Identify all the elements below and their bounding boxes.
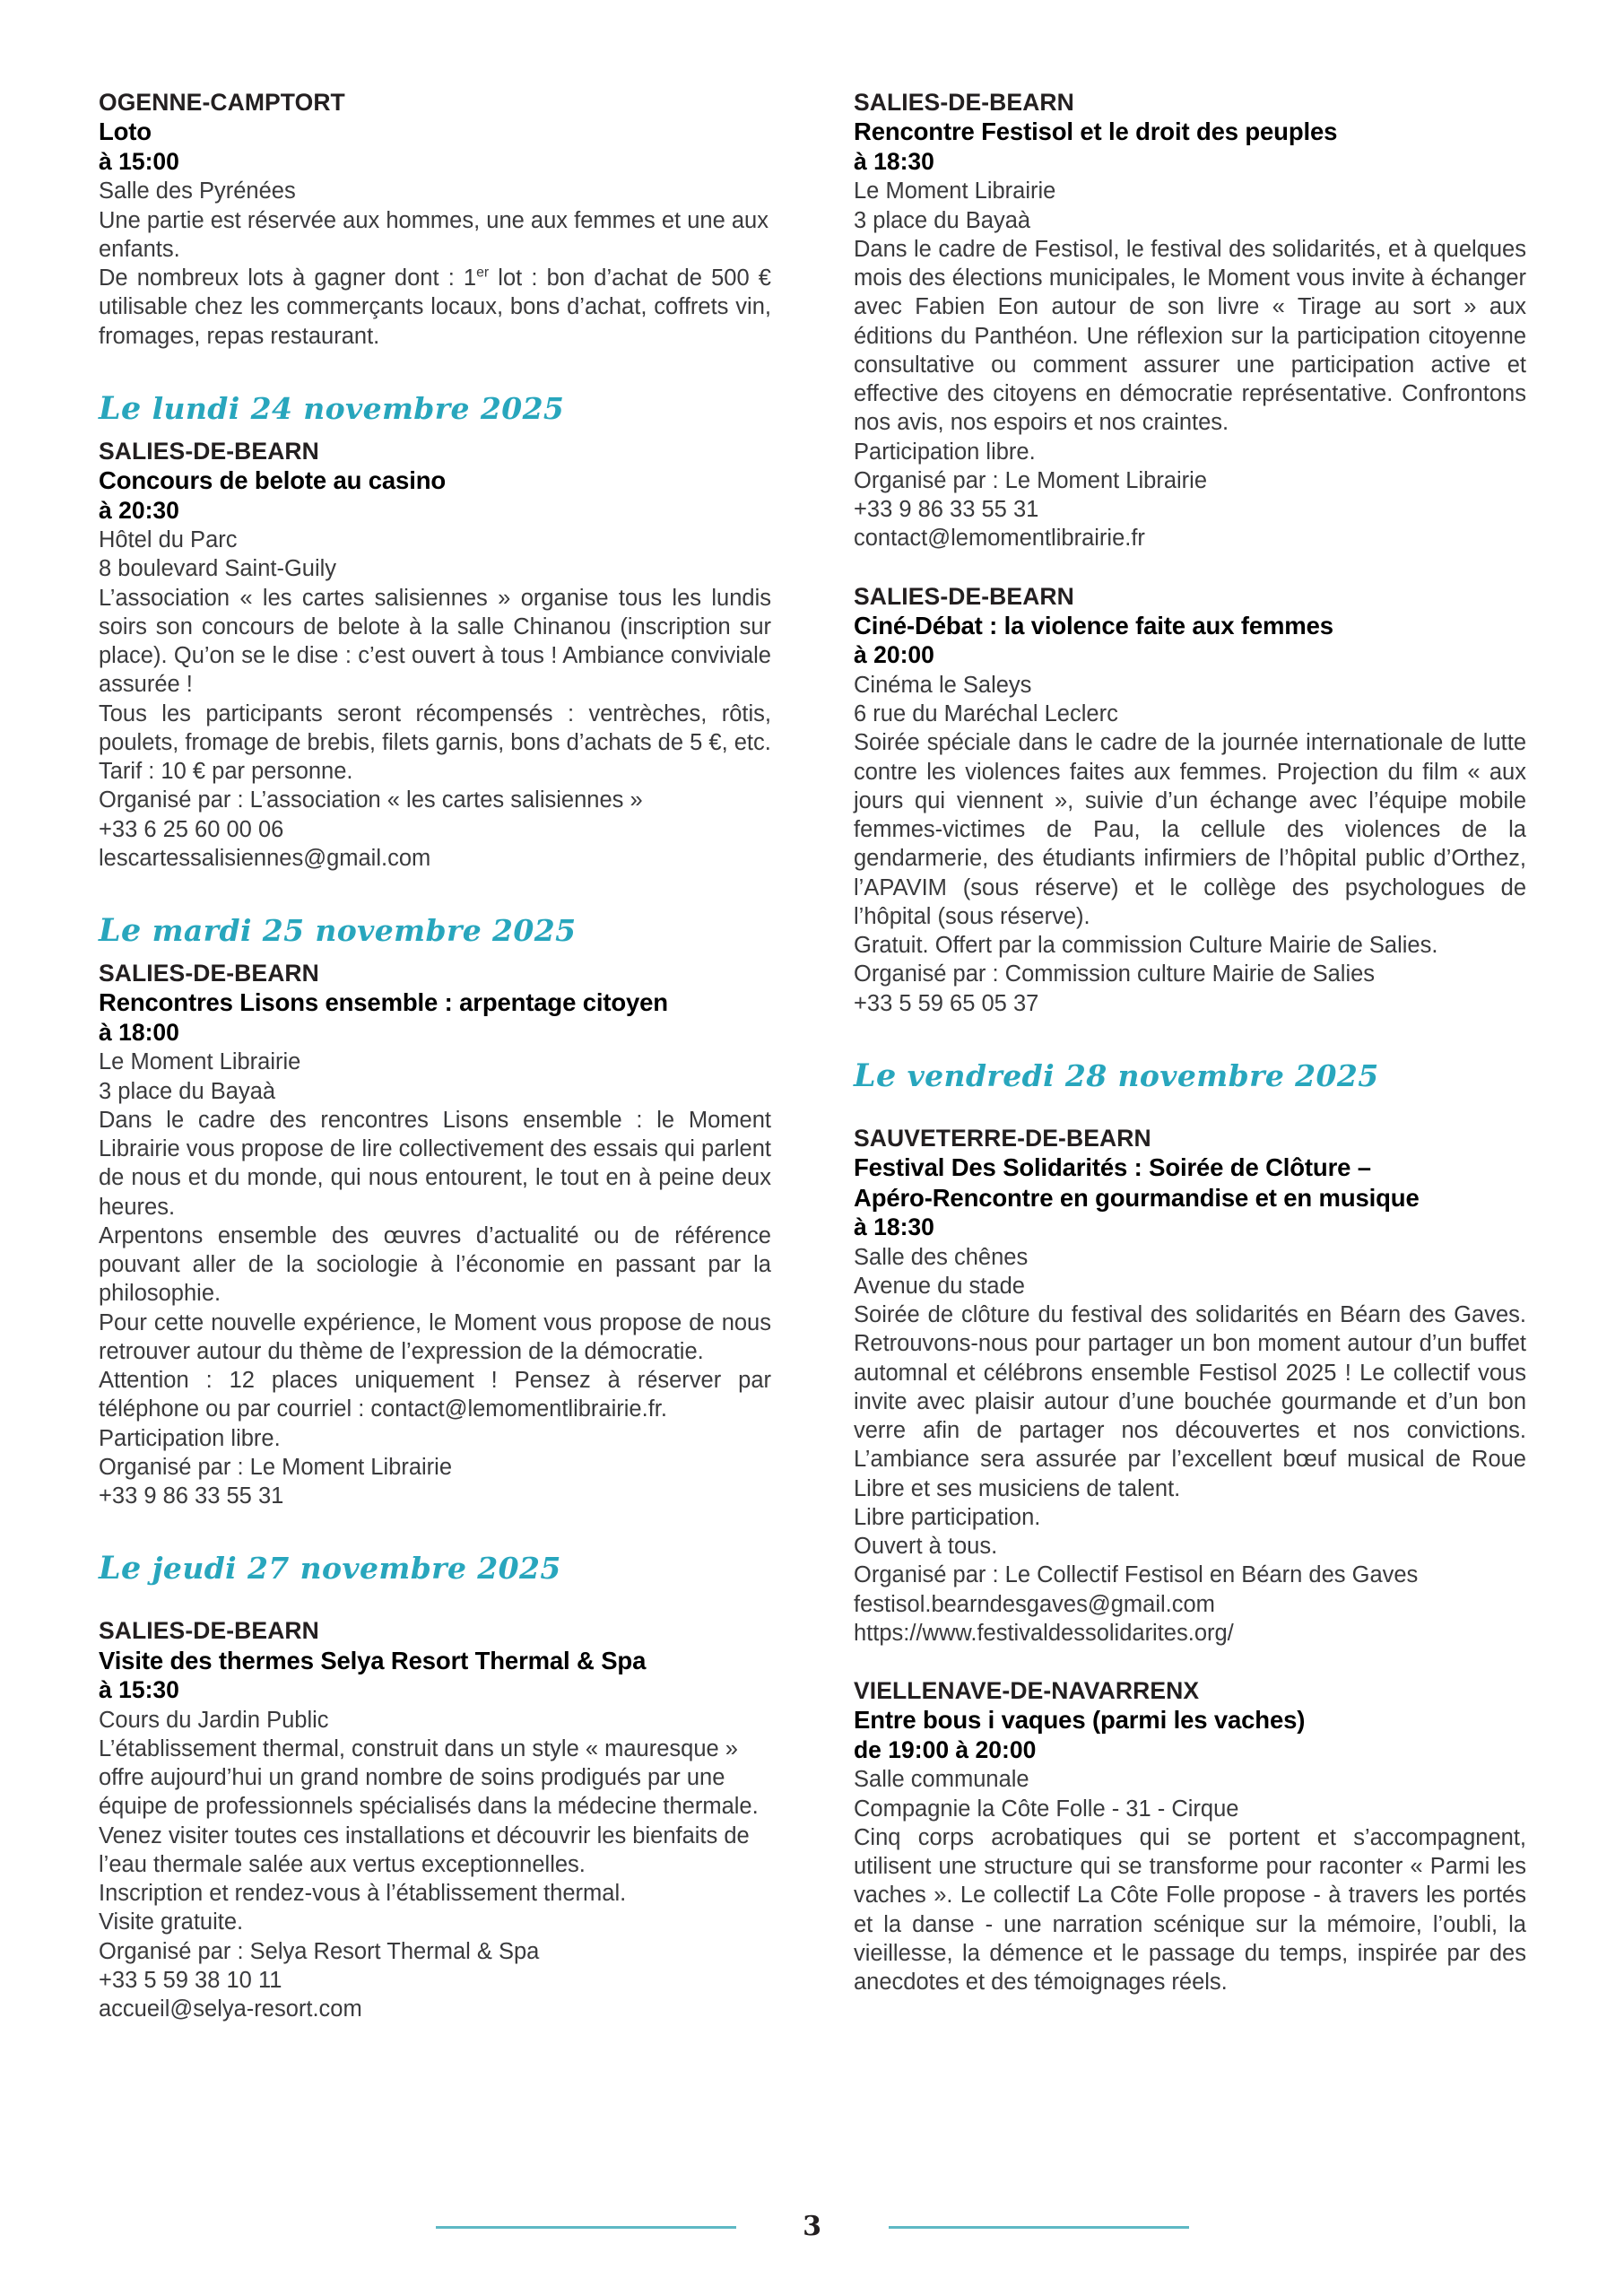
- event-phone: +33 9 86 33 55 31: [99, 1483, 284, 1509]
- event-description: Arpentons ensemble des œuvres d’actualité ou de référence pouvant aller de la sociologie à l’économie en passant par la philosophie.: [99, 1222, 771, 1307]
- event-entry: [99, 88, 771, 351]
- event-email: lescartessalisiennes@gmail.com: [99, 845, 431, 871]
- event-title: Concours de belote au casino: [99, 466, 446, 495]
- event-description: Soirée spéciale dans le cadre de la journée internationale de lutte contre les violences faites aux femmes. Projection du film « aux jours qui viennent », suivie d’un échange avec l’équipe mobile femmes-victimes de Pau, la cellule des violences de la gendarmerie, des étudiants infirmiers de l’hôpital public d’Orthez, l’APAVIM (sous réserve) et le collège des psychologues de l’hôpital (sous réserve).: [854, 730, 1526, 929]
- event-town: SALIES-DE-BEARN: [854, 582, 1074, 610]
- spacer: [99, 1510, 771, 1550]
- event-venue: Le Moment Librairie: [99, 1049, 301, 1075]
- ordinal-suffix: er: [476, 265, 490, 281]
- event-venue: Salle des Pyrénées: [99, 178, 296, 204]
- event-participation: Participation libre.: [854, 439, 1036, 465]
- event-organiser: Organisé par : Selya Resort Thermal & Spa: [99, 1938, 540, 1964]
- event-town: SAUVETERRE-DE-BEARN: [854, 1124, 1151, 1152]
- event-entry: [854, 1124, 1526, 1648]
- right-column: [854, 88, 1526, 2169]
- event-email: festisol.bearndesgaves@gmail.com: [854, 1591, 1215, 1617]
- event-organiser: Organisé par : Le Collectif Festisol en Béarn des Gaves: [854, 1562, 1419, 1588]
- event-price: Tarif : 10 € par personne.: [99, 759, 353, 784]
- event-time: de 19:00 à 20:00: [854, 1735, 1037, 1763]
- event-entry: [854, 1676, 1526, 1996]
- event-organiser: Organisé par : L’association « les cartes salisiennes »: [99, 787, 643, 813]
- event-time: à 15:30: [99, 1676, 179, 1704]
- event-phone: +33 5 59 38 10 11: [99, 1967, 282, 1993]
- date-prefix: Le: [99, 389, 142, 427]
- event-phone: +33 6 25 60 00 06: [99, 816, 284, 842]
- date-heading-jeudi: [99, 1550, 771, 1587]
- event-description: Soirée de clôture du festival des solidarités en Béarn des Gaves. Retrouvons-nous pour partager un bon moment autour d’un buffet automnal et célébrons ensemble Festisol 2025 ! Le collectif vous invite avec plaisir autour d’une bouchée gourmande et d’un bon verre afin de partager nos découvertes et nos convictions. L’ambiance sera assurée par l’excellent bœuf musical de Roue Libre et ses musiciens de talent.: [854, 1302, 1526, 1501]
- event-entry: [99, 1616, 771, 2023]
- event-entry: [854, 88, 1526, 553]
- footer-rule-right: [889, 2226, 1189, 2229]
- event-title: Rencontres Lisons ensemble : arpentage citoyen: [99, 988, 668, 1017]
- event-phone: +33 5 59 65 05 37: [854, 990, 1039, 1016]
- date-text: vendredi 28 novembre 2025: [907, 1057, 1379, 1093]
- spacer: [854, 1018, 1526, 1057]
- event-time: à 18:00: [99, 1018, 179, 1046]
- event-entry: [99, 959, 771, 1510]
- date-prefix: Le: [854, 1057, 897, 1094]
- event-description: [99, 264, 771, 351]
- spacer: [854, 1095, 1526, 1124]
- event-entry: [854, 582, 1526, 1018]
- date-text: jeudi 27 novembre 2025: [152, 1551, 561, 1587]
- event-description: Une partie est réservée aux hommes, une aux femmes et une aux enfants.: [99, 207, 769, 262]
- spacer: [99, 950, 771, 959]
- event-town: SALIES-DE-BEARN: [854, 89, 1074, 116]
- spacer: [99, 428, 771, 437]
- event-participation: Libre participation.: [854, 1504, 1041, 1530]
- event-phone: +33 9 86 33 55 31: [854, 497, 1039, 522]
- event-title: Rencontre Festisol et le droit des peuples: [854, 117, 1338, 146]
- date-prefix: Le: [99, 1550, 142, 1587]
- event-organiser: Organisé par : Commission culture Mairie de Salies: [854, 961, 1376, 987]
- event-venue: Salle communale: [854, 1767, 1029, 1793]
- footer-rule-left: [436, 2226, 736, 2229]
- event-description: Tous les participants seront récompensés : ventrèches, rôtis, poulets, fromage de brebis, filets garnis, bons d’achats de 5 €, etc.: [99, 700, 771, 755]
- event-venue: Salle des chênes: [854, 1244, 1029, 1270]
- spacer: [99, 351, 771, 390]
- event-description: L’association « les cartes salisiennes » organise tous les lundis soirs son concours de belote à la salle Chinanou (inscription sur place). Qu’on se le dise : c’est ouvert à tous ! Ambiance conviviale assurée !: [99, 585, 771, 698]
- event-email: accueil@selya-resort.com: [99, 1996, 362, 2022]
- prize-text-post: lot : bon d’achat de 500 € utilisable chez les commerçants locaux, bons d’achat, coffrets vin, fromages, repas restaurant.: [99, 265, 771, 349]
- event-address: 8 boulevard Saint-Guily: [99, 556, 337, 582]
- event-organiser: Organisé par : Le Moment Librairie: [99, 1454, 453, 1480]
- event-time: à 20:30: [99, 496, 179, 524]
- page-footer: [0, 2213, 1624, 2240]
- spacer: [99, 1587, 771, 1616]
- event-venue: Hôtel du Parc: [99, 527, 238, 552]
- event-time: à 18:30: [854, 147, 934, 175]
- event-title: Entre bous i vaques (parmi les vaches): [854, 1706, 1306, 1735]
- event-time: à 15:00: [99, 147, 179, 175]
- two-column-layout: [99, 88, 1529, 2169]
- event-town: SALIES-DE-BEARN: [99, 960, 319, 987]
- event-price: Visite gratuite.: [99, 1909, 244, 1935]
- event-url[interactable]: https://www.festivaldessolidarites.org/: [854, 1620, 1234, 1646]
- event-title: Festival Des Solidarités : Soirée de Clôture –: [854, 1153, 1371, 1182]
- prize-text-pre: De nombreux lots à gagner dont : 1: [99, 265, 477, 291]
- event-description: Cinq corps acrobatiques qui se portent et s’accompagnent, utilisent une structure qui se transforme pour raconter « Parmi les vaches ». Le collectif La Côte Folle propose - à travers les portés et la danse - une narration scénique sur la mémoire, l’oubli, la vieillesse, la démence et le passage du temps, inspirée par des anecdotes et des témoignages réels.: [854, 1824, 1526, 1996]
- spacer: [854, 1648, 1526, 1676]
- event-address: 3 place du Bayaà: [99, 1078, 276, 1104]
- event-town: VIELLENAVE-DE-NAVARRENX: [854, 1677, 1200, 1705]
- date-heading-lundi: [99, 390, 771, 428]
- event-access: Ouvert à tous.: [854, 1534, 998, 1560]
- event-description: L’établissement thermal, construit dans un style « mauresque » offre aujourd’hui un grand nombre de soins prodigués par une équipe de professionnels spécialisés dans la médecine thermale. Venez visiter toutes ces installations et découvrir les bienfaits de l’eau thermale salée aux vertus exceptionnelles.: [99, 1735, 759, 1877]
- event-venue: Cinéma le Saleys: [854, 672, 1032, 698]
- event-title: Loto: [99, 117, 152, 146]
- event-description: Attention : 12 places uniquement ! Pensez à réserver par téléphone ou par courriel : contact@lemomentlibrairie.fr.: [99, 1368, 771, 1422]
- event-time: à 20:00: [854, 641, 934, 669]
- event-address: 6 rue du Maréchal Leclerc: [854, 701, 1118, 726]
- event-email: contact@lemomentlibrairie.fr: [854, 526, 1145, 552]
- event-organiser: Organisé par : Le Moment Librairie: [854, 467, 1208, 493]
- left-column: [99, 88, 771, 2169]
- page-number: 3: [803, 2211, 821, 2242]
- event-town: SALIES-DE-BEARN: [99, 1617, 319, 1645]
- date-text: lundi 24 novembre 2025: [152, 390, 565, 426]
- event-title-line2: Apéro-Rencontre en gourmandise et en musique: [854, 1183, 1420, 1212]
- spacer: [99, 873, 771, 912]
- event-company: Compagnie la Côte Folle - 31 - Cirque: [854, 1796, 1239, 1822]
- date-heading-vendredi: [854, 1057, 1526, 1095]
- date-prefix: Le: [99, 912, 142, 949]
- event-description: Dans le cadre des rencontres Lisons ensemble : le Moment Librairie vous propose de lire collectivement des essais qui parlent de nous et du monde, qui nous entourent, le tout en à peine deux heures.: [99, 1107, 771, 1220]
- spacer: [854, 553, 1526, 582]
- event-town: SALIES-DE-BEARN: [99, 437, 319, 465]
- event-town: OGENNE-CAMPTORT: [99, 89, 345, 116]
- event-address: 3 place du Bayaà: [854, 207, 1031, 233]
- event-title: Visite des thermes Selya Resort Thermal & Spa: [99, 1646, 647, 1674]
- event-description: Pour cette nouvelle expérience, le Moment vous propose de nous retrouver autour du thème de l’expression de la démocratie.: [99, 1309, 771, 1364]
- event-address: Avenue du stade: [854, 1273, 1025, 1299]
- date-heading-mardi: [99, 912, 771, 950]
- date-text: mardi 25 novembre 2025: [152, 913, 577, 948]
- event-venue: Le Moment Librairie: [854, 178, 1056, 204]
- event-title: Ciné-Débat : la violence faite aux femmes: [854, 611, 1333, 639]
- event-entry: [99, 437, 771, 873]
- event-participation: Participation libre.: [99, 1425, 281, 1451]
- event-price: Gratuit. Offert par la commission Culture Mairie de Salies.: [854, 933, 1438, 958]
- event-time: à 18:30: [854, 1213, 934, 1241]
- event-description: Dans le cadre de Festisol, le festival des solidarités, et à quelques mois des élections municipales, le Moment vous invite à échanger avec Fabien Eon autour de son livre « Tirage au sort » aux éditions du Panthéon. Une réflexion sur la participation citoyenne consultative ou comment assurer une participation active et effective des citoyens en démocratie représentative. Confrontons nos avis, nos espoirs et nos craintes.: [854, 236, 1526, 436]
- event-venue: Cours du Jardin Public: [99, 1707, 329, 1733]
- event-description: Inscription et rendez-vous à l’établissement thermal.: [99, 1881, 627, 1906]
